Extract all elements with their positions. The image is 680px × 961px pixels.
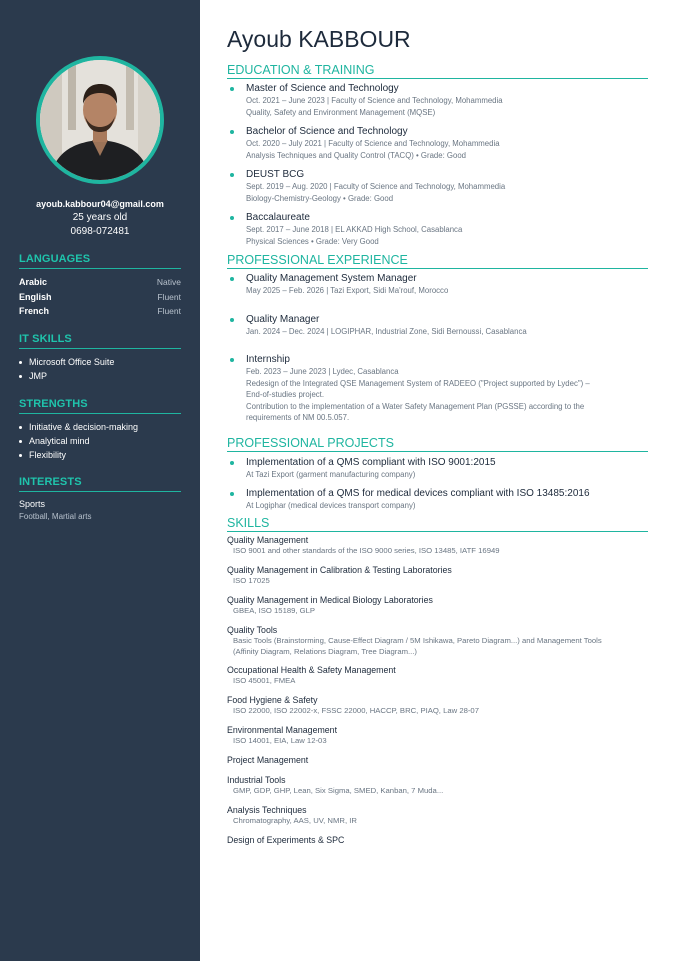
bullet-icon [230,318,234,322]
entry-line: Analysis Techniques and Quality Control (TACQ) • Grade: Good [246,150,466,160]
entry-line: At Logiphar (medical devices transport company) [246,501,416,510]
language-name: French [19,306,50,316]
entry-title: Bachelor of Science and Technology [246,126,408,137]
entry-line: Sept. 2017 – June 2018 | EL AKKAD High School, Casablanca [246,225,463,234]
skill-item [227,625,648,657]
experience-entry [227,313,648,338]
skill-title: Project Management [227,755,309,765]
list-item [19,420,181,434]
project-entry [227,487,648,512]
language-level: Fluent [157,291,181,302]
bullet-icon [19,375,22,378]
list-item [19,355,181,369]
education-entry [227,211,648,247]
list-item [19,448,181,462]
skill-item [227,805,648,827]
entry-line: Sept. 2019 – Aug. 2020 | Faculty of Science and Technology, Mohammedia [246,182,506,191]
skill-item [227,835,648,846]
interests-heading: INTERESTS [19,476,181,492]
entry-line: Feb. 2023 – June 2023 | Lydec, Casablanca [246,367,399,376]
skill-item [227,695,648,717]
entry-line: Jan. 2024 – Dec. 2024 | LOGIPHAR, Industrial Zone, Sidi Bernoussi, Casablanca [246,327,527,336]
entry-title: Implementation of a QMS compliant with ISO 9001:2015 [246,457,496,468]
bullet-icon [230,130,234,134]
experience-entry [227,353,648,424]
phone[interactable]: 0698-072481 [70,226,130,237]
languages-heading: LANGUAGES [19,253,181,269]
projects-heading: PROFESSIONAL PROJECTS [227,436,648,452]
skill-item [227,775,648,797]
entry-line: Physical Sciences • Grade: Very Good [246,236,379,246]
skill-desc: ISO 45001, FMEA [233,676,296,685]
experience-entry [227,272,648,297]
bullet-icon [230,358,234,362]
entry-line: Oct. 2020 – July 2021 | Faculty of Science and Technology, Mohammedia [246,139,500,148]
languages-section [19,253,181,319]
experience-heading: PROFESSIONAL EXPERIENCE [227,253,648,269]
skill-desc: ISO 22000, ISO 22002-x, FSSC 22000, HACCP, BRC, PIAQ, Law 28-07 [233,706,479,715]
language-name: English [19,291,52,302]
entry-line: End-of-studies project. [246,390,325,399]
interests-section [19,476,181,523]
bullet-icon [19,426,22,429]
skill-desc: Basic Tools (Brainstorming, Cause-Effect Diagram / 5M Ishikawa, Pareto Diagram...) and Management Tools [233,636,602,645]
education-entry [227,82,648,118]
strength: Flexibility [29,450,67,460]
skill-desc: GMP, GDP, GHP, Lean, Six Sigma, SMED, Kanban, 7 Muda... [233,786,444,795]
entry-title: Implementation of a QMS for medical devices compliant with ISO 13485:2016 [246,488,590,499]
skills-heading: SKILLS [227,516,648,532]
entry-title: Quality Management System Manager [246,273,417,284]
list-item [19,434,181,448]
skill-item [227,755,648,766]
entry-line: requirements of NM 00.5.057. [246,413,350,422]
skill-title: Design of Experiments & SPC [227,835,345,845]
skill-item [227,595,648,617]
bullet-icon [19,361,22,364]
project-entry [227,456,648,481]
page-title: Ayoub KABBOUR [227,26,411,52]
skill-item [227,565,648,587]
entry-line: At Tazi Export (garment manufacturing company) [246,470,416,479]
entry-line: May 2025 – Feb. 2026 | Tazi Export, Sidi Ma'rouf, Morocco [246,286,449,295]
bullet-icon [230,87,234,91]
bullet-icon [230,173,234,177]
bullet-icon [19,440,22,443]
entry-line: Quality, Safety and Environment Management (MQSE) [246,107,436,117]
skill-title: Occupational Health & Safety Management [227,665,396,675]
it-skill: JMP [29,371,47,381]
contact-block [0,198,200,238]
it-skills-heading: IT SKILLS [19,333,181,349]
bullet-icon [19,454,22,457]
it-skill: Microsoft Office Suite [29,357,115,367]
skill-title: Quality Management in Calibration & Testing Laboratories [227,565,452,575]
strength: Initiative & decision-making [29,422,139,432]
interest-sub: Football, Martial arts [19,512,92,521]
education-entry [227,125,648,161]
skill-title: Analysis Techniques [227,805,307,815]
entry-line: Contribution to the implementation of a Water Safety Management Plan (PGSSE) according to the [246,401,585,411]
entry-line: Oct. 2021 – June 2023 | Faculty of Science and Technology, Mohammedia [246,96,503,105]
language-name: Arabic [19,277,48,287]
skill-title: Environmental Management [227,725,338,735]
profile-photo [40,60,160,180]
skill-desc: Chromatography, AAS, UV, NMR, IR [233,816,357,825]
education-heading: EDUCATION & TRAINING [227,63,648,79]
strengths-section [19,398,181,462]
entry-title: Baccalaureate [246,212,310,223]
entry-line: Redesign of the Integrated QSE Management System of RADEEO ("Project supported by Lydec") – [246,378,590,388]
skill-item [227,725,648,747]
bullet-icon [230,492,234,496]
language-row [19,304,181,319]
avatar [36,56,164,184]
entry-line: Biology-Chemistry-Geology • Grade: Good [246,193,394,203]
entry-title: DEUST BCG [246,169,305,180]
entry-title: Master of Science and Technology [246,83,399,94]
strengths-heading: STRENGTHS [19,398,181,414]
interest-main: Sports [19,499,46,509]
skill-title: Quality Management in Medical Biology Laboratories [227,595,433,605]
skill-item [227,535,648,557]
skill-title: Quality Management [227,535,309,545]
age: 25 years old [72,212,128,223]
skill-title: Food Hygiene & Safety [227,695,318,705]
language-level: Fluent [157,306,181,316]
entry-title: Quality Manager [246,314,320,325]
skill-title: Quality Tools [227,625,278,635]
skill-desc: (Affinity Diagram, Relations Diagram, Tree Diagram...) [233,646,417,656]
language-row [19,290,181,305]
bullet-icon [230,277,234,281]
strength: Analytical mind [29,436,90,446]
education-entry [227,168,648,204]
entry-title: Internship [246,354,290,365]
skill-title: Industrial Tools [227,775,286,785]
skill-desc: ISO 14001, EIA, Law 12-03 [233,736,327,745]
skill-item [227,665,648,687]
skill-desc: GBEA, ISO 15189, GLP [233,606,316,615]
skill-desc: ISO 9001 and other standards of the ISO 9000 series, ISO 13485, IATF 16949 [233,546,500,555]
list-item [19,369,181,383]
email[interactable]: ayoub.kabbour04@gmail.com [36,199,164,209]
it-skills-section [19,333,181,383]
language-row [19,275,181,290]
bullet-icon [230,461,234,465]
bullet-icon [230,216,234,220]
language-level: Native [156,277,181,287]
sidebar [0,0,200,961]
skill-desc: ISO 17025 [233,576,270,585]
